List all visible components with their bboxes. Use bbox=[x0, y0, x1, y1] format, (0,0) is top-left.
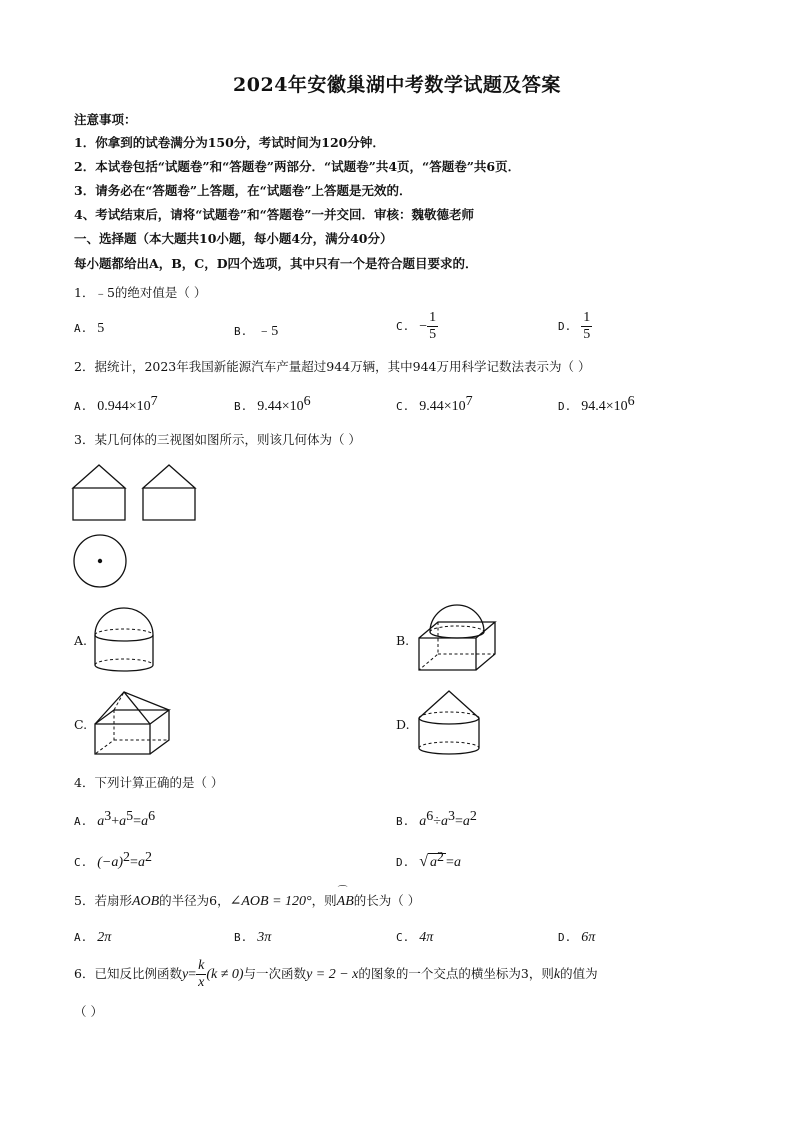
math-expr: (−a) bbox=[97, 855, 124, 871]
stem-text: 的半径为6， bbox=[159, 893, 230, 908]
exponent: 3 bbox=[447, 809, 455, 824]
math-op: = bbox=[454, 814, 463, 830]
exponent: 2 bbox=[123, 850, 131, 865]
option-label: A. bbox=[74, 322, 88, 335]
question-3-stem: 3．某几何体的三视图如图所示，则该几何体为（ ） bbox=[74, 432, 361, 447]
option-value: 2π bbox=[97, 930, 112, 945]
denominator: 5 bbox=[429, 327, 437, 342]
stem-text: 6．已知反比例函数 bbox=[74, 966, 182, 981]
option-label: C. bbox=[396, 320, 410, 333]
page-title: 2024年安徽巢湖中考数学试题及答案 bbox=[233, 74, 561, 96]
option-value: 9.44×10 bbox=[419, 399, 466, 415]
question-6-blank: （ ） bbox=[74, 1004, 103, 1019]
q1-option-a bbox=[74, 320, 104, 337]
math-var: AB bbox=[336, 894, 354, 909]
option-label: C. bbox=[74, 856, 88, 870]
stem-text: 5．若扇形 bbox=[74, 893, 132, 908]
q1-option-c bbox=[396, 310, 438, 343]
fraction bbox=[581, 310, 592, 343]
exponent: 6 bbox=[426, 809, 434, 824]
option-label: B. bbox=[234, 325, 248, 338]
q4-option-c bbox=[74, 850, 152, 871]
option-value: 0.944×10 bbox=[97, 399, 151, 415]
q5-option-b bbox=[234, 929, 271, 946]
angle-expr: ∠AOB = 120° bbox=[229, 894, 312, 909]
question-2-stem: 2．据统计，2023年我国新能源汽车产量超过944万辆，其中944万用科学记数法表示为（ ） bbox=[74, 359, 591, 374]
q3-option-a-label: A. bbox=[74, 633, 88, 648]
math-op: = bbox=[446, 855, 454, 871]
question-5-stem bbox=[74, 886, 421, 910]
option-label: A. bbox=[74, 931, 88, 944]
fraction bbox=[427, 310, 438, 343]
math-op: = bbox=[188, 967, 197, 982]
q4-option-d bbox=[396, 850, 461, 871]
exponent: 6 bbox=[627, 394, 635, 409]
exponent: 2 bbox=[469, 809, 477, 824]
exponent: 6 bbox=[303, 394, 311, 409]
option-value: 5 bbox=[97, 321, 105, 336]
exponent: 5 bbox=[126, 809, 134, 824]
q2-option-b bbox=[234, 394, 311, 415]
q4-option-b bbox=[396, 809, 477, 830]
exponent: 6 bbox=[148, 809, 156, 824]
q2-option-c bbox=[396, 394, 473, 415]
q3-option-b-figure bbox=[416, 602, 502, 676]
option-value: 4π bbox=[419, 930, 434, 945]
math-var: AOB bbox=[131, 894, 160, 909]
stem-text: 的图象的一个交点的横坐标为3，则 bbox=[358, 966, 554, 981]
math-var: a bbox=[440, 814, 448, 830]
option-label: C. bbox=[396, 400, 410, 414]
top-view-figure bbox=[70, 533, 130, 593]
q5-option-c bbox=[396, 929, 433, 946]
question-1-stem: 1．﹣5的绝对值是（ ） bbox=[74, 285, 207, 300]
section-heading: 一、选择题（本大题共10小题，每小题4分，满分40分） bbox=[74, 231, 393, 246]
q5-option-d bbox=[558, 929, 595, 946]
math-var: a bbox=[430, 855, 438, 871]
minus-sign: − bbox=[419, 319, 428, 334]
option-value: 3π bbox=[257, 930, 272, 945]
exponent: 7 bbox=[150, 394, 158, 409]
q3-option-d-label: D. bbox=[396, 717, 410, 732]
math-var: a bbox=[141, 814, 149, 830]
math-var: k bbox=[553, 967, 561, 982]
option-label: D. bbox=[558, 320, 572, 333]
notes-heading: 注意事项： bbox=[74, 112, 137, 127]
q3-option-b-label: B. bbox=[396, 633, 410, 648]
front-view-figure bbox=[70, 462, 130, 524]
option-value: 9.44×10 bbox=[257, 399, 304, 415]
numerator: k bbox=[198, 958, 205, 973]
condition-expr: (k ≠ 0) bbox=[206, 967, 244, 982]
fraction bbox=[196, 958, 206, 991]
q3-option-c-figure bbox=[92, 688, 174, 760]
math-op: = bbox=[133, 814, 142, 830]
exponent: 2 bbox=[437, 850, 445, 865]
math-var: a bbox=[137, 855, 145, 871]
note-1: 1．你拿到的试卷满分为150分，考试时间为120分钟． bbox=[74, 135, 385, 150]
option-label: A. bbox=[74, 815, 88, 829]
note-4: 4、考试结束后，请将“试题卷”和“答题卷”一并交回．审核：魏敬德老师 bbox=[74, 207, 474, 222]
q5-option-a bbox=[74, 929, 111, 946]
exponent: 2 bbox=[144, 850, 152, 865]
linear-expr: y = 2 − x bbox=[306, 967, 359, 982]
math-var: a bbox=[453, 855, 461, 871]
q3-option-a-figure bbox=[92, 605, 158, 675]
denominator: x bbox=[198, 975, 205, 990]
option-label: C. bbox=[396, 931, 410, 944]
note-2: 2．本试卷包括“试题卷”和“答题卷”两部分．“试题卷”共4页，“答题卷”共6页． bbox=[74, 159, 521, 174]
option-label: D. bbox=[558, 931, 572, 944]
question-4-stem: 4．下列计算正确的是（ ） bbox=[74, 775, 224, 790]
option-label: D. bbox=[558, 400, 572, 414]
math-op: = bbox=[130, 855, 138, 871]
math-var: a bbox=[462, 814, 470, 830]
question-6-stem bbox=[74, 958, 598, 991]
math-var: a bbox=[419, 814, 427, 830]
math-var: y bbox=[181, 967, 189, 982]
option-label: A. bbox=[74, 400, 88, 414]
note-3: 3．请务必在“答题卷”上答题，在“试题卷”上答题是无效的． bbox=[74, 183, 412, 198]
option-label: B. bbox=[234, 931, 248, 944]
q2-option-d bbox=[558, 394, 635, 415]
q3-option-c-label: C. bbox=[74, 717, 88, 732]
stem-text: 的长为（ ） bbox=[353, 893, 421, 908]
section-instruction: 每小题都给出A，B，C，D四个选项，其中只有一个是符合题目要求的． bbox=[74, 256, 478, 271]
option-label: D. bbox=[396, 856, 410, 870]
stem-text: ，则 bbox=[311, 893, 337, 908]
option-value: 6π bbox=[581, 930, 596, 945]
option-value: 94.4×10 bbox=[581, 399, 628, 415]
option-label: B. bbox=[234, 400, 248, 414]
sqrt-icon: √ bbox=[419, 853, 429, 871]
arc-notation bbox=[336, 886, 354, 910]
option-value: ﹣5 bbox=[257, 324, 279, 339]
math-var: a bbox=[97, 814, 105, 830]
option-label: B. bbox=[396, 815, 410, 829]
q1-option-d bbox=[558, 310, 592, 343]
numerator: 1 bbox=[429, 310, 437, 325]
exponent: 7 bbox=[465, 394, 473, 409]
radicand bbox=[428, 850, 446, 871]
math-op: + bbox=[111, 814, 120, 830]
q2-option-a bbox=[74, 394, 158, 415]
side-view-figure bbox=[140, 462, 200, 524]
math-op: ÷ bbox=[433, 814, 441, 830]
denominator: 5 bbox=[583, 327, 591, 342]
q4-option-a bbox=[74, 809, 155, 830]
q3-option-d-figure bbox=[416, 688, 482, 760]
math-var: a bbox=[119, 814, 127, 830]
arc-icon: ⌒ bbox=[337, 886, 348, 897]
exponent: 3 bbox=[104, 809, 112, 824]
stem-text: 的值为 bbox=[560, 966, 598, 981]
q1-option-b bbox=[234, 320, 278, 340]
numerator: 1 bbox=[583, 310, 591, 325]
stem-text: 与一次函数 bbox=[243, 966, 307, 981]
